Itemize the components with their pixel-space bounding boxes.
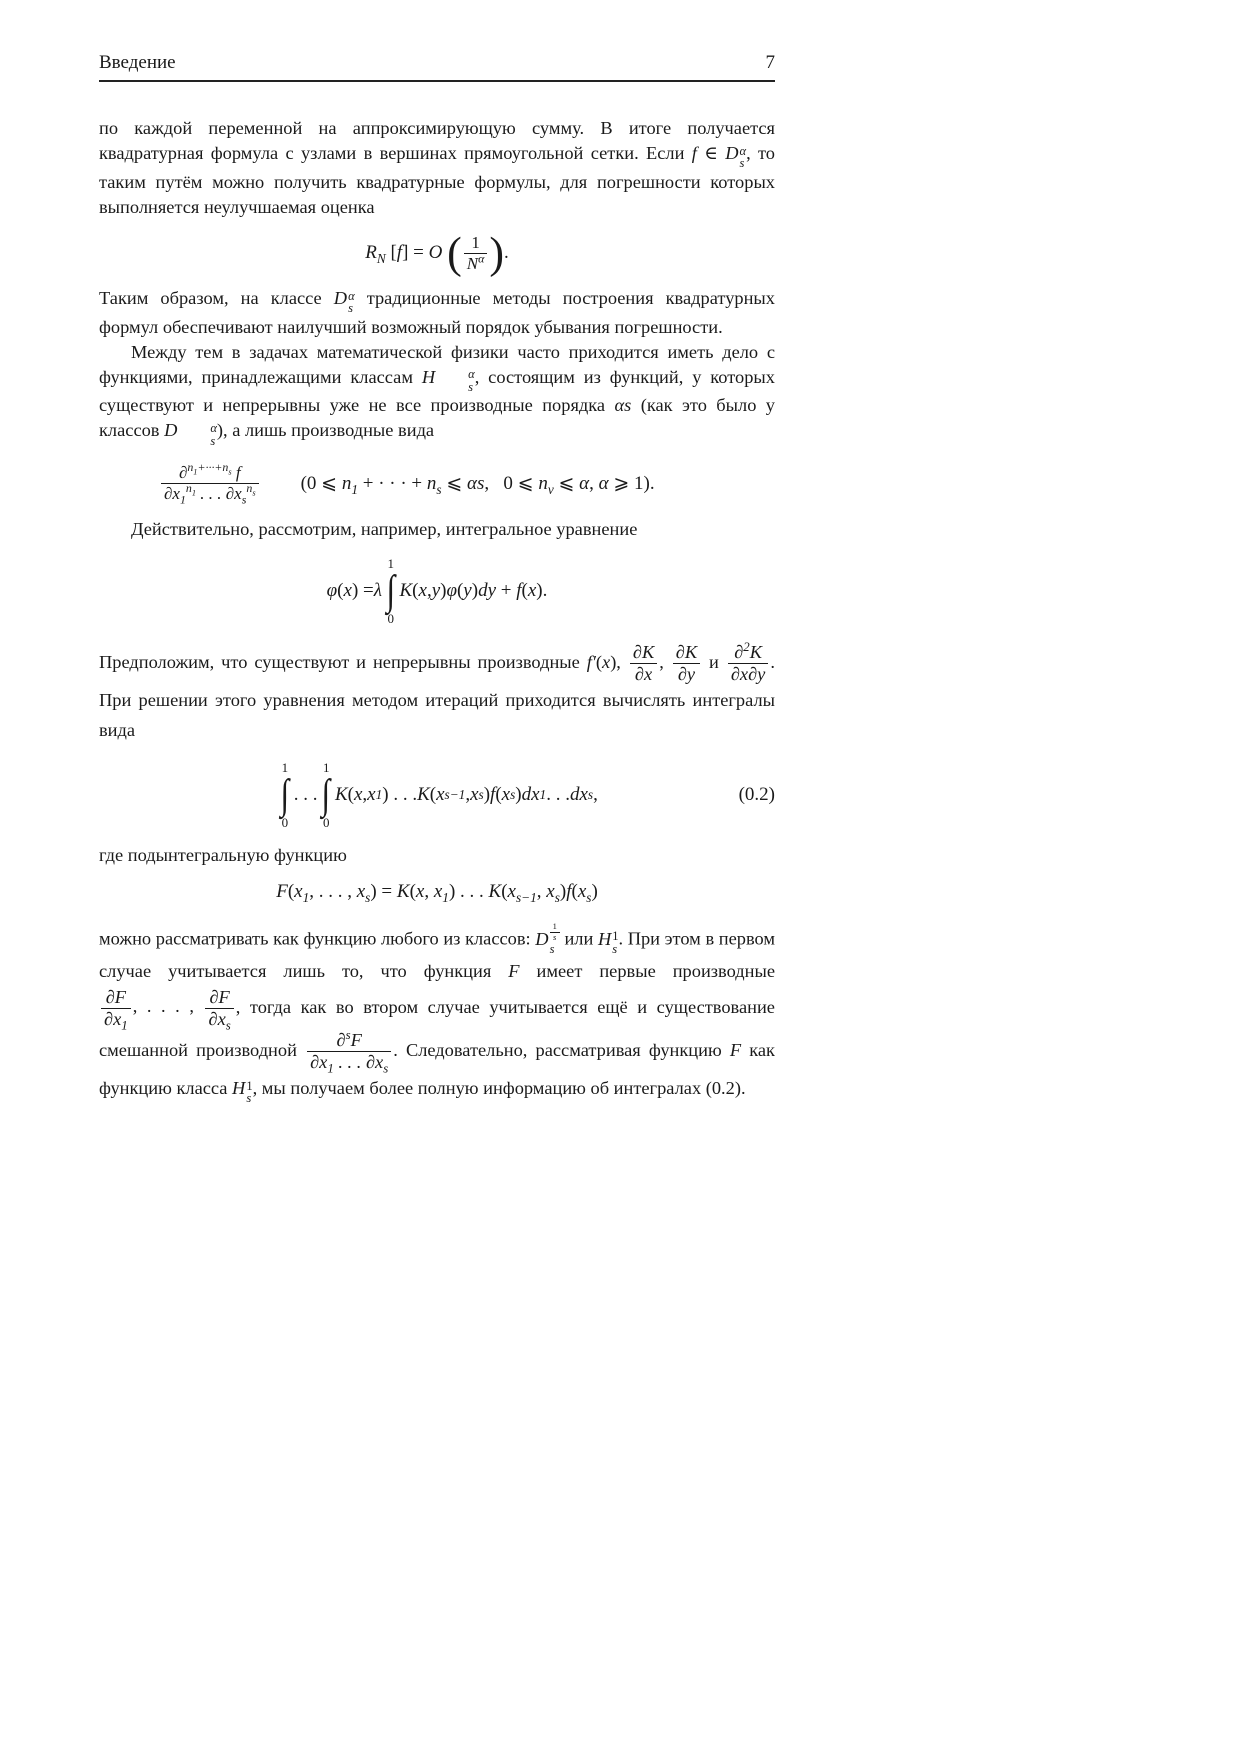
equation-mixed-derivatives: $\frac{\partial^{n_1+\cdot\cdot\cdot+n_s} f}{\partial x_1^{n_1} . . . \partial x_s^{n_s}}$ (0 ⩽ $n_1$ + · · · + $n_s$ ⩽ αs, 0 ⩽ $n_\nu$ ⩽ α, α ⩾ 1). [99,453,775,513]
page-number: 7 [765,52,775,73]
paragraph-7: можно рассматривать как функцию любого из классов: D 1 s s или H 1 s . При этом в первом случае учитывается лишь то, что функция F имеет первые производные $\frac{\partial F}{\partial x_1}$ , . . . , $\frac{\partial F}{\partial x_s}$ , тогда как во втором случае учитывается ещё и существование смешанной производной $\frac{\partial^sF}{\partial x_1 . . . \partial x_s}$ . Следовательно, рассматривая функцию F как функцию класса H 1 s , мы получаем более полную информацию об интегралах (0.2). [99,921,776,1106]
running-head [99,52,775,82]
page [99,52,775,1105]
math-class-D: D α s [333,287,355,316]
equation-error-estimate: $R_N$ [f] = O ( $\frac{1}{N^\alpha}$ ). [365,228,509,278]
paragraph-5: Предположим, что существуют и непрерывны производные f′(x), $\frac{\partial K}{\partial x}$ , $\frac{\partial K}{\partial y}$ и $\frac{\partial^2K}{\partial x\partial y}$ . При решении этого уравнения методом итераций приходится вычислять интегралы вида [99,640,775,741]
paragraph-3: Между тем в задачах математической физики часто приходится иметь дело с функциями, принадлежащими классам H α s , состоящим из функций, у которых существуют и непрерывны уже не все производные порядка αs (как это было у классов D α s ), а лишь производные вида [99,341,775,448]
equation-number: (0.2) [738,784,775,806]
equation-integrand: $F(x_1$, . . . , $x_s) = K(x$, $x_1$) . . . $K(x_{s-1}$, $x_s)f(x_s)$ [276,881,598,906]
paragraph-2: Таким образом, на классе D α s традиционные методы построения квадратурных формул обеспечивают наилучший возможный порядок убывания погрешности. [99,287,775,337]
equation-integral: φ ( x ) = λ 1 ∫ 0 K ( x , y ) φ ( y ) dy + f ( x ). [326,556,548,627]
paragraph-6: где подынтегральную функцию [99,845,347,866]
math-f-in-class: f ∈ D α s [691,143,747,171]
section-title: Введение [99,52,176,73]
paragraph-1: по каждой переменной на аппроксимирующую сумму. В итоге получается квадратурная формула с узлами в вершинах прямоугольной сетки. Если f ∈ D α s , то таким путём можно получить квадратурные формулы, для погрешности которых выполняется неулучшаемая оценка [99,118,775,217]
paragraph-4: Действительно, рассмотрим, например, интегральное уравнение [131,519,638,540]
equation-0-2: 1 ∫ 0 . . . 1 ∫ 0 K ( x , x 1 ) . . . K ( x s−1 , x s ) f ( x s ) dx 1 . . . dx s , (0.2) [280,760,775,831]
math-class-H: H α s [421,366,475,394]
